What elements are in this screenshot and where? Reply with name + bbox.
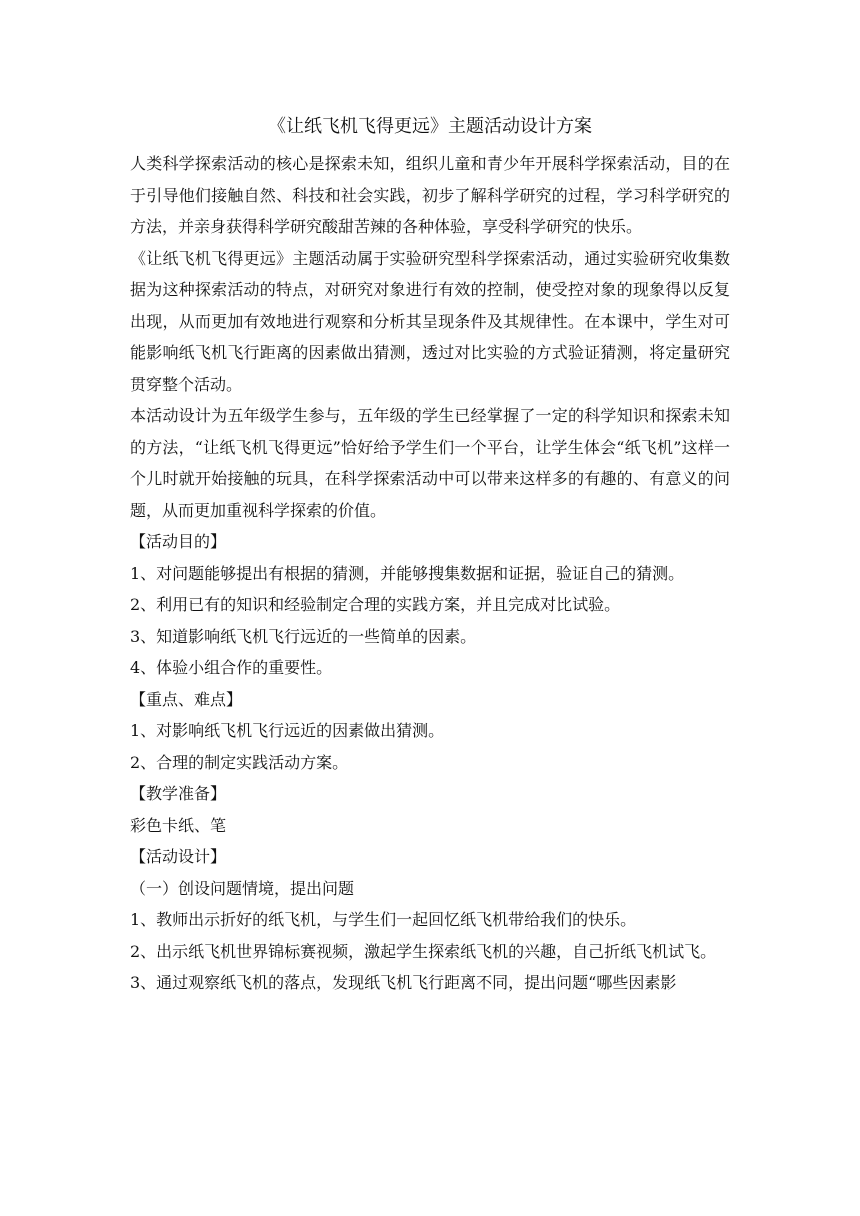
section-goals [130,526,730,684]
goal-item: 2、利用已有的知识和经验制定合理的实践方案，并且完成对比试验。 [130,595,621,614]
document-body [130,112,730,999]
section-preparation [130,778,730,841]
document-title: 《让纸飞机飞得更远》主题活动设计方案 [268,116,592,137]
design-item: 1、教师出示折好的纸飞机，与学生们一起回忆纸飞机带给我们的快乐。 [130,910,637,929]
section-design [130,841,730,999]
key-point-item: 2、合理的制定实践活动方案。 [130,752,349,772]
goal-item: 3、知道影响纸飞机飞行远近的一些简单的因素。 [130,626,477,646]
key-point-item: 1、对影响纸飞机飞行远近的因素做出猜测。 [130,721,445,740]
preparation-text: 彩色卡纸、笔 [130,815,227,835]
section-heading-key-points: 【重点、难点】 [130,689,243,709]
goal-item: 1、对问题能够提出有根据的猜测，并能够搜集数据和证据，验证自己的猜测。 [130,563,685,583]
intro-paragraph-3: 本活动设计为五年级学生参与，五年级的学生已经掌握了一定的科学知识和探索未知的方法，“让纸飞机飞得更远”恰好给予学生们一个平台，让学生体会“纸飞机”这样一个儿时就开始接触的玩具，在科学探索活动中可以带来这样多的有趣的、有意义的问题，从而更加重视科学探索的价值。 [130,406,730,520]
intro-paragraph-1: 人类科学探索活动的核心是探索未知，组织儿童和青少年开展科学探索活动，目的在于引导他们接触自然、科技和社会实践，初步了解科学研究的过程，学习科学研究的方法，并亲身获得科学研究酸甜苦辣的各种体验，享受科学研究的快乐。 [130,154,730,236]
section-heading-preparation: 【教学准备】 [130,784,227,803]
section-heading-goals: 【活动目的】 [130,532,227,551]
section-key-points [130,684,730,779]
goal-item: 4、体验小组合作的重要性。 [130,658,333,677]
section-heading-design: 【活动设计】 [130,847,227,866]
intro-paragraph-2: 《让纸飞机飞得更远》主题活动属于实验研究型科学探索活动，通过实验研究收集数据为这种探索活动的特点，对研究对象进行有效的控制，使受控对象的现象得以反复出现，从而更加有效地进行观察和分析其呈现条件及其规律性。在本课中，学生对可能影响纸飞机飞行距离的因素做出猜测，透过对比实验的方式验证猜测，将定量研究贯穿整个活动。 [130,248,730,394]
design-subheading: （一）创设问题情境，提出问题 [130,878,355,898]
design-item: 2、出示纸飞机世界锦标赛视频，激起学生探索纸飞机的兴趣，自己折纸飞机试飞。 [130,941,717,961]
design-item: 3、通过观察纸飞机的落点，发现纸飞机飞行距离不同，提出问题“哪些因素影 [130,973,677,992]
